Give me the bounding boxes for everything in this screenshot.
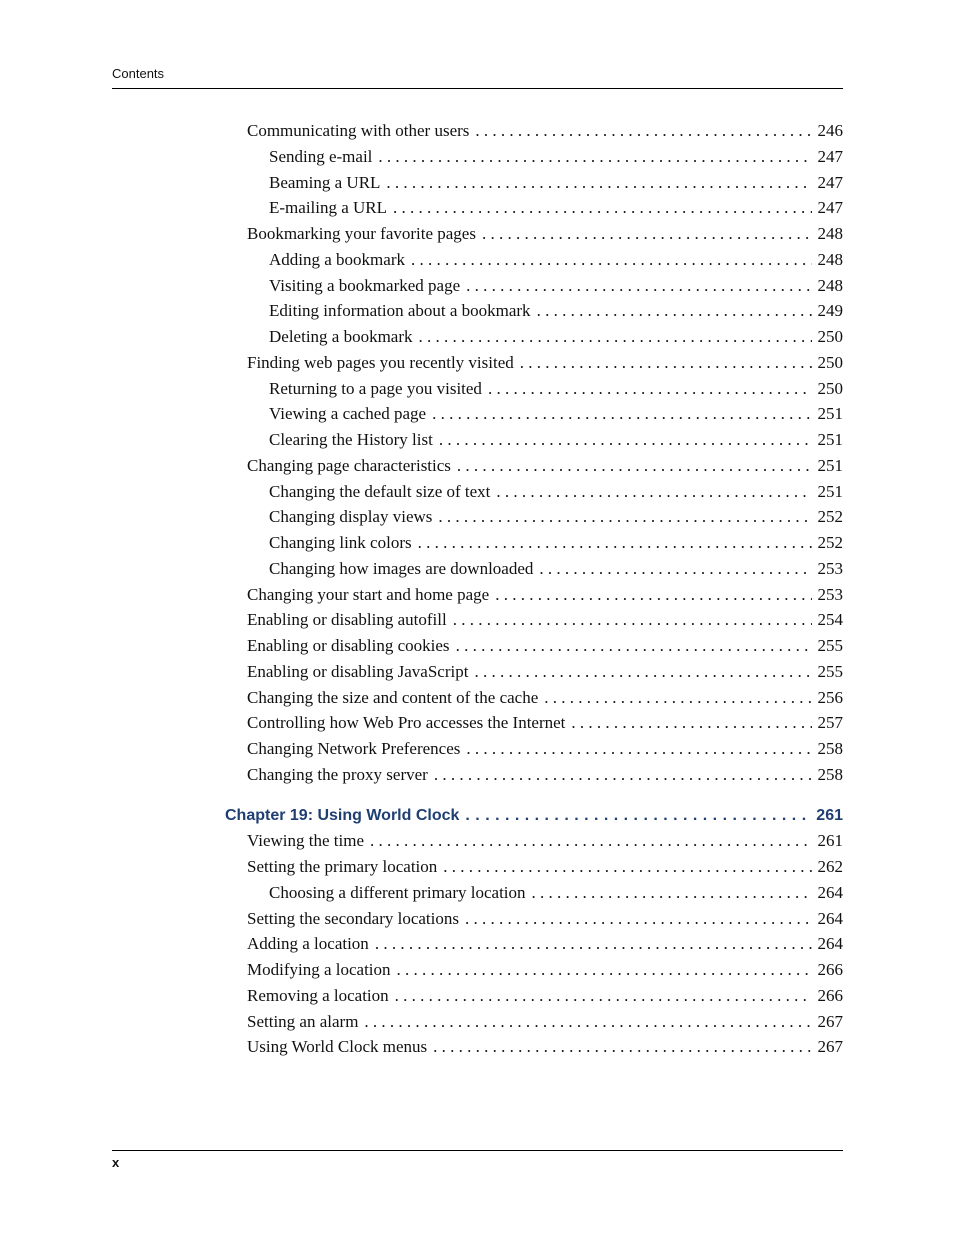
toc-entry-title: Modifying a location	[247, 960, 391, 979]
toc-dot-leader	[370, 830, 811, 852]
toc-entry[interactable]	[269, 197, 843, 219]
toc-dot-leader	[378, 146, 811, 168]
toc-entry-title: Setting an alarm	[247, 1012, 359, 1031]
toc-dot-leader	[495, 584, 811, 606]
toc-entry-page: 247	[817, 198, 843, 217]
toc-dot-leader	[397, 959, 812, 981]
toc-entry-page: 252	[817, 507, 843, 526]
toc-entry-page: 258	[817, 765, 843, 784]
toc-entry-title: Changing link colors	[269, 533, 412, 552]
toc-dot-leader	[453, 609, 812, 631]
running-header-title: Contents	[112, 66, 165, 81]
page-footer	[112, 1150, 843, 1171]
toc-dot-leader	[411, 249, 812, 271]
toc-dot-leader	[465, 908, 812, 930]
toc-entry[interactable]	[247, 985, 843, 1007]
toc-entry-page: 254	[817, 610, 843, 629]
toc-dot-leader	[520, 352, 812, 374]
toc-entry[interactable]	[269, 300, 843, 322]
toc-dot-leader	[364, 1011, 811, 1033]
toc-dot-leader	[475, 120, 811, 142]
toc-dot-leader	[482, 223, 812, 245]
toc-entry[interactable]	[247, 1011, 843, 1033]
toc-dot-leader	[537, 300, 812, 322]
toc-entry[interactable]	[269, 403, 843, 425]
toc-dot-leader	[466, 275, 811, 297]
toc-entry-title: Sending e-mail	[269, 147, 373, 166]
toc-entry-title: Enabling or disabling JavaScript	[247, 662, 469, 681]
toc-entry[interactable]	[247, 223, 843, 245]
toc-entry[interactable]	[247, 712, 843, 734]
toc-entry-title: Adding a bookmark	[269, 250, 405, 269]
toc-dot-leader	[393, 197, 811, 219]
toc-entry-title: Changing Network Preferences	[247, 739, 461, 758]
toc-entry-page: 247	[817, 147, 843, 166]
toc-entry-page: 251	[817, 430, 843, 449]
toc-entry-page: 264	[817, 909, 843, 928]
toc-entry[interactable]	[247, 856, 843, 878]
toc-entry[interactable]	[269, 326, 843, 348]
toc-entry-page: 261	[816, 807, 843, 824]
toc-entry-title: Changing your start and home page	[247, 585, 490, 604]
toc-entry-title: Changing the default size of text	[269, 482, 491, 501]
toc-entry-page: 262	[817, 857, 843, 876]
toc-entry-page: 255	[817, 662, 843, 681]
toc-entry-page: 264	[817, 934, 843, 953]
toc-entry-title: Using World Clock menus	[247, 1037, 428, 1056]
toc-entry-title: Viewing a cached page	[269, 404, 427, 423]
toc-entry[interactable]	[247, 738, 843, 760]
toc-entry-title: Chapter 19: Using World Clock	[225, 807, 460, 824]
toc-entry-page: 251	[817, 482, 843, 501]
toc-entry-page: 248	[817, 224, 843, 243]
toc-entry-title: Communicating with other users	[247, 121, 470, 140]
toc-entry[interactable]	[269, 532, 843, 554]
toc-entry-title: Editing information about a bookmark	[269, 301, 531, 320]
toc-entry[interactable]	[247, 584, 843, 606]
toc-dot-leader	[456, 635, 812, 657]
toc-entry-title: Changing page characteristics	[247, 456, 451, 475]
toc-entry-title: Choosing a different primary location	[269, 883, 526, 902]
toc-entry-page: 253	[817, 559, 843, 578]
toc-dot-leader	[433, 1036, 811, 1058]
toc-dot-leader	[434, 764, 812, 786]
toc-dot-leader	[418, 532, 812, 554]
toc-dot-leader	[439, 429, 812, 451]
toc-dot-leader	[375, 933, 812, 955]
toc-entry[interactable]	[269, 378, 843, 400]
toc-entry[interactable]	[247, 1036, 843, 1058]
toc-dot-leader	[496, 481, 811, 503]
toc-entry-page: 266	[817, 986, 843, 1005]
toc-entry[interactable]	[247, 908, 843, 930]
toc-entry-page: 267	[817, 1012, 843, 1031]
toc-entry-page: 250	[817, 353, 843, 372]
toc-entry-title: Setting the secondary locations	[247, 909, 459, 928]
toc-entry-page: 247	[817, 173, 843, 192]
toc-dot-leader	[419, 326, 812, 348]
toc-dot-leader	[443, 856, 811, 878]
toc-entry-page: 252	[817, 533, 843, 552]
toc-entry[interactable]	[269, 146, 843, 168]
toc-dot-leader	[395, 985, 812, 1007]
toc-entry-title: Enabling or disabling autofill	[247, 610, 447, 629]
toc-entry[interactable]	[269, 429, 843, 451]
toc-entry[interactable]	[247, 830, 843, 852]
toc-entry-page: 264	[817, 883, 843, 902]
toc-entry-title: Changing display views	[269, 507, 433, 526]
toc-dot-leader	[432, 403, 811, 425]
toc-entry[interactable]	[247, 455, 843, 477]
toc-entry[interactable]	[269, 172, 843, 194]
toc-dot-leader	[571, 712, 811, 734]
toc-entry-title: Removing a location	[247, 986, 389, 1005]
toc-entry-page: 251	[817, 404, 843, 423]
toc-dot-leader	[465, 805, 810, 827]
toc-entry-title: Finding web pages you recently visited	[247, 353, 514, 372]
toc-chapter-entry[interactable]	[225, 805, 843, 827]
toc-entry[interactable]	[269, 275, 843, 297]
toc-dot-leader	[466, 738, 811, 760]
toc-entry-title: Viewing the time	[247, 831, 365, 850]
toc-entry-title: Adding a location	[247, 934, 369, 953]
toc-entry-title: Controlling how Web Pro accesses the Internet	[247, 713, 566, 732]
toc-entry-page: 267	[817, 1037, 843, 1056]
toc-entry[interactable]	[247, 959, 843, 981]
page-header	[112, 66, 843, 89]
toc-entry-title: Changing the size and content of the cache	[247, 688, 539, 707]
toc-entry[interactable]	[247, 661, 843, 683]
toc-entry-title: Visiting a bookmarked page	[269, 276, 461, 295]
toc-entry-page: 257	[817, 713, 843, 732]
toc-entry-page: 256	[817, 688, 843, 707]
toc-entry-page: 261	[817, 831, 843, 850]
toc-entry[interactable]	[269, 481, 843, 503]
toc-entry-title: E-mailing a URL	[269, 198, 388, 217]
toc-entry[interactable]	[247, 635, 843, 657]
toc-dot-leader	[544, 687, 811, 709]
toc-entry-title: Returning to a page you visited	[269, 379, 482, 398]
toc-entry-title: Beaming a URL	[269, 173, 381, 192]
toc-entry-page: 250	[817, 327, 843, 346]
toc-entry[interactable]	[247, 352, 843, 374]
toc-entry[interactable]	[269, 558, 843, 580]
toc-dot-leader	[488, 378, 812, 400]
toc-entry[interactable]	[247, 120, 843, 142]
toc-entry-title: Bookmarking your favorite pages	[247, 224, 476, 243]
toc-entry-title: Changing the proxy server	[247, 765, 428, 784]
toc-entry-title: Clearing the History list	[269, 430, 433, 449]
toc-entry-page: 253	[817, 585, 843, 604]
toc-dot-leader	[539, 558, 811, 580]
page-number: x	[112, 1155, 120, 1170]
toc-entry-title: Deleting a bookmark	[269, 327, 413, 346]
toc-entry-page: 266	[817, 960, 843, 979]
toc-entry[interactable]	[247, 764, 843, 786]
toc-entry-page: 246	[817, 121, 843, 140]
toc-entry[interactable]	[269, 506, 843, 528]
toc-entry-title: Changing how images are downloaded	[269, 559, 534, 578]
toc-entry[interactable]	[269, 882, 843, 904]
toc-entry[interactable]	[247, 687, 843, 709]
toc-dot-leader	[438, 506, 811, 528]
toc-dot-leader	[457, 455, 812, 477]
toc-dot-leader	[474, 661, 811, 683]
toc-entry[interactable]	[247, 933, 843, 955]
toc-entry-page: 258	[817, 739, 843, 758]
toc-entry-page: 248	[817, 250, 843, 269]
toc-entry-page: 249	[817, 301, 843, 320]
toc-dot-leader	[386, 172, 811, 194]
toc-dot-leader	[532, 882, 812, 904]
toc-entry[interactable]	[269, 249, 843, 271]
toc-entry-page: 251	[817, 456, 843, 475]
toc-entry-title: Setting the primary location	[247, 857, 438, 876]
toc-entry-page: 250	[817, 379, 843, 398]
toc-entry[interactable]	[247, 609, 843, 631]
toc-entry-page: 255	[817, 636, 843, 655]
toc-entry-title: Enabling or disabling cookies	[247, 636, 450, 655]
toc-entry-page: 248	[817, 276, 843, 295]
